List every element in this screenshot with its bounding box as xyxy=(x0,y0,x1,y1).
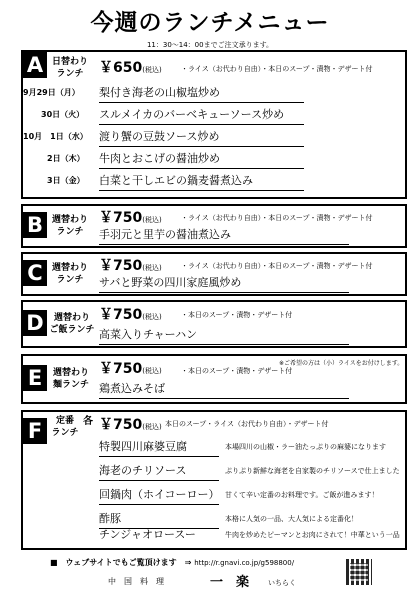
lunch-type: 週替わり ご飯ランチ xyxy=(49,313,95,335)
date-label: 3日（金） xyxy=(47,176,85,185)
daily-dish: 渡り蟹の豆鼓ソース炒め xyxy=(99,128,304,147)
weekly-dish: 手羽元と里芋の醤油煮込み xyxy=(99,226,349,245)
date-label: 2日（木） xyxy=(47,154,85,163)
section-letter: D xyxy=(23,310,47,336)
order-hours: 11：30～14：00までご注文承ります。 xyxy=(146,41,274,49)
restaurant-name: 一 楽 xyxy=(210,575,250,590)
daily-dish: 牛肉とおこげの醤油炒め xyxy=(99,150,304,169)
dish-description: 本格に人気の一品、大人気による定番化！ xyxy=(225,515,358,523)
weekly-dish: 高菜入りチャーハン xyxy=(99,326,349,345)
included-items: ・本日のスープ・漬物・デザート付 xyxy=(181,311,293,319)
restaurant-type: 中 国 料 理 xyxy=(108,577,164,586)
standard-dish: 回鍋肉（ホイコーロー） xyxy=(99,486,219,505)
dish-description: ぷりぷり新鮮な海老を自家製のチリソースで仕上ました xyxy=(225,467,400,475)
included-items: ・ライス（お代わり自由）・本日のスープ・漬物・デザート付 xyxy=(181,262,373,270)
price: ￥750(税込) xyxy=(99,307,162,323)
website-notice: ■ ウェブサイトでもご覧頂けます ⇒ http://r.gnavi.co.jp/g598800/ xyxy=(50,558,295,567)
section-b xyxy=(21,204,407,248)
weekly-dish: 鶏煮込みそば xyxy=(99,380,349,399)
section-d xyxy=(21,300,407,348)
included-items: ・ライス（お代わり自由）・本日のスープ・漬物・デザート付 xyxy=(181,214,373,222)
date-label: 10月 1日（水） xyxy=(23,132,88,141)
lunch-type: 日替わり ランチ xyxy=(51,57,88,79)
daily-dish: 梨付き海老の山椒塩炒め xyxy=(99,84,304,103)
daily-dish: スルメイカのバーベキューソース炒め xyxy=(99,106,304,125)
section-letter: B xyxy=(23,212,47,238)
standard-dish: 特製四川麻婆豆腐 xyxy=(99,438,219,457)
date-label: 9月29日（月） xyxy=(23,88,80,97)
standard-dish: 酢豚 xyxy=(99,510,219,529)
weekly-dish: サバと野菜の四川家庭風炒め xyxy=(99,274,349,293)
section-letter: F xyxy=(23,418,47,444)
price: ￥750(税込) xyxy=(99,210,162,226)
section-c xyxy=(21,252,407,296)
section-f xyxy=(21,410,407,550)
standard-dish: 海老のチリソース xyxy=(99,462,219,481)
price: ￥750(税込) xyxy=(99,258,162,274)
dish-description: 本場四川の山椒・ラー油たっぷりの麻婆になります xyxy=(225,443,386,451)
section-letter: A xyxy=(23,52,47,78)
website-link[interactable]: http://r.gnavi.co.jp/g598800/ xyxy=(194,559,295,567)
each-label: 各 xyxy=(83,416,93,427)
lunch-type: 定番 ランチ xyxy=(51,416,79,438)
section-a xyxy=(21,50,407,199)
dish-description: 牛肉を炒めたピーマンとお肉にされて！中華という一品 xyxy=(225,531,400,539)
lunch-type: 週替わり ランチ xyxy=(51,215,88,237)
date-label: 30日（火） xyxy=(41,110,85,119)
qr-code-icon xyxy=(346,559,372,585)
price: ￥750(税込) xyxy=(99,361,162,377)
daily-dish: 白菜と干しエビの鍋麦醤煮込み xyxy=(99,172,304,191)
page-title: 今週のランチメニュー xyxy=(90,10,330,36)
lunch-type: 週替わり 麺ランチ xyxy=(52,368,89,390)
included-items: ・ライス（お代わり自由）・本日のスープ・漬物・デザート付 xyxy=(181,65,373,73)
standard-dish: チンジャオロースー xyxy=(99,528,196,541)
price: ￥650(税込) xyxy=(99,60,162,76)
section-letter: C xyxy=(23,260,47,286)
dish-description: 甘くて辛い定番のお料理です。ご飯が進みます！ xyxy=(225,491,379,499)
restaurant-reading: いちらく xyxy=(268,579,296,587)
included-items: ・本日のスープ・漬物・デザート付 xyxy=(181,367,293,375)
section-letter: E xyxy=(23,365,47,391)
lunch-type: 週替わり ランチ xyxy=(51,263,88,285)
rice-note: ※ご希望の方は（小）ライスをお付けします。 xyxy=(279,360,404,367)
price: ￥750(税込) xyxy=(99,417,162,433)
section-e xyxy=(21,354,407,404)
included-items: 本日のスープ・ライス（お代わり自由）・デザート付 xyxy=(165,420,329,428)
